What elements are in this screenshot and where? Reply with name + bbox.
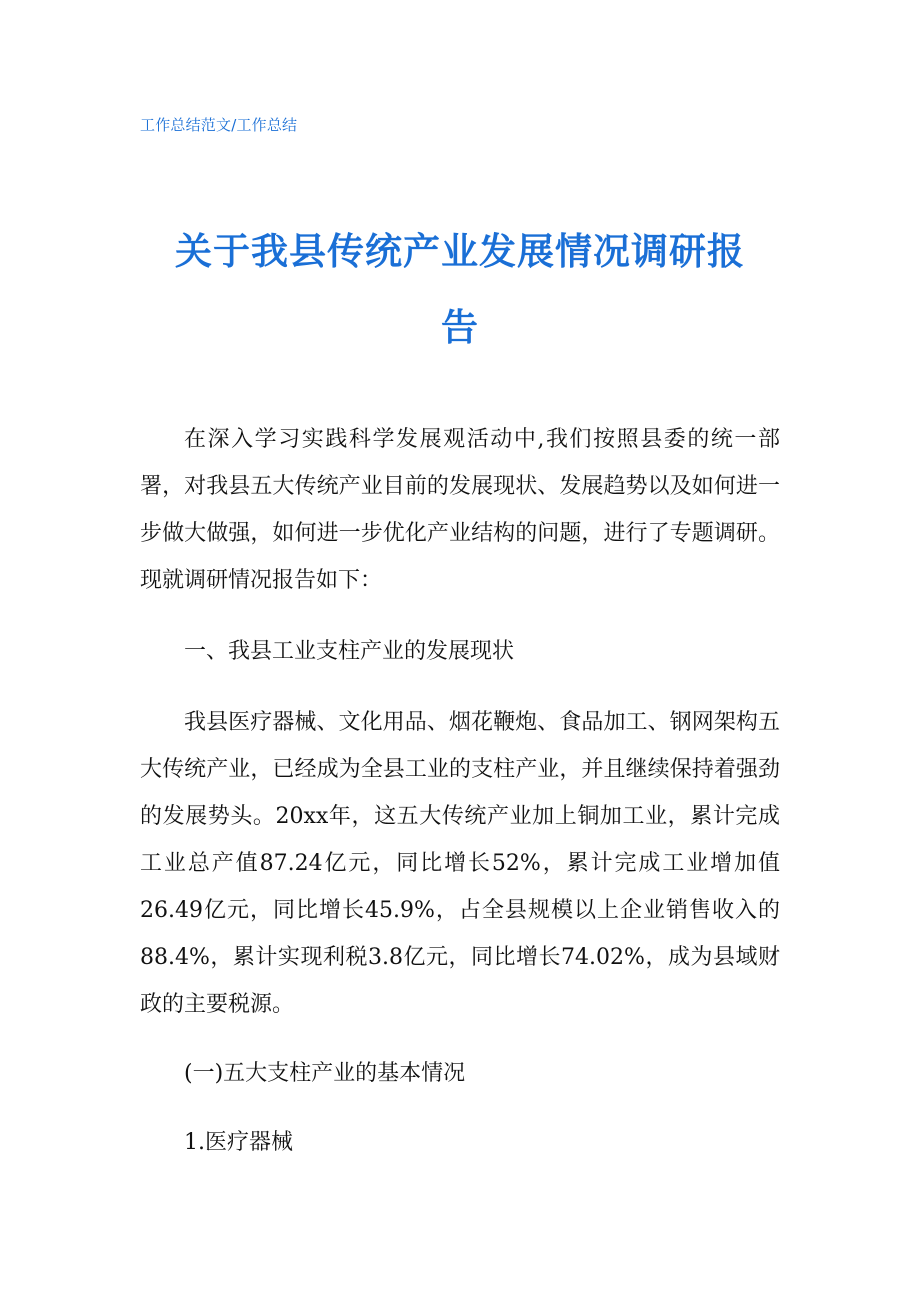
item-heading-1: 1.医疗器械 — [184, 1130, 293, 1155]
paragraph-status: 我县医疗器械、文化用品、烟花鞭炮、食品加工、钢网架构五大传统产业，已经成为全县工业的支柱产业，并且继续保持着强劲的发展势头。20xx年，这五大传统产业加上铜加工业，累计完成工业总产值87.24亿元，同比增长52%，累计完成工业增加值26.49亿元，同比增长45.9%，占全县规模以上企业销售收入的88.4%，累计实现利税3.8亿元，同比增长74.02%，成为县域财政的主要税源。 — [140, 710, 780, 1017]
document-body — [140, 416, 780, 1166]
paragraph-intro: 在深入学习实践科学发展观活动中,我们按照县委的统一部署，对我县五大传统产业目前的发展现状、发展趋势以及如何进一步做大做强，如何进一步优化产业结构的问题，进行了专题调研。现就调研情况报告如下： — [140, 427, 780, 593]
document-title — [140, 214, 780, 366]
breadcrumb[interactable]: 工作总结范文/工作总结 — [140, 116, 298, 134]
title-line-2: 告 — [441, 306, 479, 349]
subsection-heading-1: (一)五大支柱产业的基本情况 — [184, 1061, 466, 1086]
title-line-1: 关于我县传统产业发展情况调研报 — [175, 230, 745, 273]
section-heading-1: 一、我县工业支柱产业的发展现状 — [184, 639, 515, 664]
